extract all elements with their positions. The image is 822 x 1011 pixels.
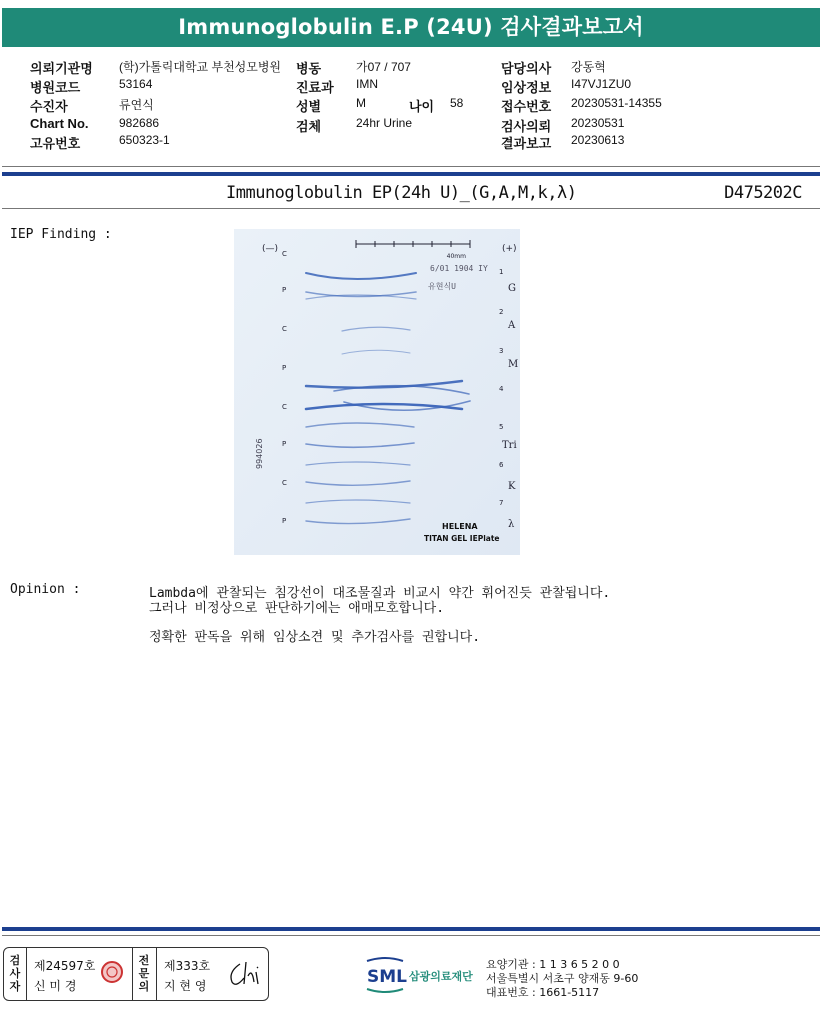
label-chart-no: Chart No. (30, 116, 89, 131)
gel-lane-name: A (508, 320, 516, 331)
gel-left-label: P (282, 286, 287, 294)
label-department: 진료과 (296, 80, 334, 95)
value-ward: 가07 / 707 (356, 60, 411, 74)
gel-plus-label: (+) (502, 244, 517, 254)
label-specimen: 검체 (296, 119, 322, 134)
gel-handwriting: 유현식U (428, 282, 457, 291)
opinion-line-3: 정확한 판독을 위해 임상소견 및 추가검사를 권합니다. (149, 630, 481, 645)
gel-left-label: C (282, 403, 287, 411)
gel-minus-label: (—) (262, 244, 279, 254)
gel-lane-number: 1 (499, 268, 504, 276)
divider (2, 208, 820, 209)
gel-left-label: C (282, 325, 287, 333)
label-hospital-code: 병원코드 (30, 80, 81, 95)
value-patient: 류연식 (119, 98, 154, 112)
value-clinical-info: I47VJ1ZU0 (571, 77, 632, 91)
footer-divider (2, 935, 820, 936)
signature-box (3, 947, 269, 1001)
gel-brand-sub: TITAN GEL IEPlate (424, 534, 500, 543)
gel-lane-number: 3 (499, 347, 504, 355)
label-doctor: 담당의사 (501, 61, 552, 76)
label-request-date: 검사의뢰 (501, 119, 552, 134)
label-sex: 성별 (296, 99, 322, 114)
examiner-license-no: 제24597호 (34, 959, 96, 973)
institution-phone: 대표번호 : 1661-5117 (486, 986, 600, 999)
divider (2, 166, 820, 167)
gel-side-number: 994026 (255, 438, 264, 469)
gel-left-label: C (282, 479, 287, 487)
examiner-label: 검 사 자 (9, 954, 21, 993)
gel-lane-name: G (508, 283, 516, 294)
label-report-date: 결과보고 (501, 136, 552, 151)
label-patient: 수진자 (30, 99, 68, 114)
gel-left-label: C (282, 250, 287, 258)
gel-lane-name: Tri (502, 440, 517, 451)
value-hospital-code: 53164 (119, 77, 153, 91)
gel-lane-number: 2 (499, 308, 504, 316)
value-requester: (학)가톨릭대학교 부천성모병원 (119, 60, 282, 74)
label-age: 나이 (409, 99, 435, 114)
iep-gel-svg (234, 229, 520, 555)
test-title: Immunoglobulin EP(24h U)_(G,A,M,k,λ) (226, 183, 577, 203)
label-receipt-no: 접수번호 (501, 99, 552, 114)
opinion-line-1: Lambda에 관찰되는 침강선이 대조물질과 비교시 약간 휘어진듯 관찰됩니다. (149, 586, 611, 601)
footer-divider-thick (2, 927, 820, 931)
value-request-date: 20230531 (571, 116, 625, 130)
value-report-date: 20230613 (571, 133, 625, 147)
gel-brand: HELENA (442, 522, 478, 531)
sml-logo-name: 삼광의료재단 (409, 970, 473, 983)
examiner-seal-stamp (100, 960, 124, 984)
gel-lane-name: K (508, 481, 516, 492)
label-unique-id: 고유번호 (30, 136, 81, 151)
gel-lane-number: 5 (499, 423, 504, 431)
institution-address: 서울특별시 서초구 양재동 9-60 (486, 972, 639, 985)
gel-lane-name: M (508, 359, 519, 370)
opinion-label: Opinion : (10, 582, 81, 597)
institution-code: 요양기관 : 1 1 3 6 5 2 0 0 (486, 958, 620, 971)
specialist-label: 전 문 의 (138, 954, 150, 993)
gel-left-label: P (282, 440, 287, 448)
gel-left-label: P (282, 517, 287, 525)
value-age: 58 (450, 96, 464, 110)
report-title: Immunoglobulin E.P (24U) 검사결과보고서 (2, 8, 820, 47)
value-sex: M (356, 96, 366, 110)
gel-lane-number: 6 (499, 461, 504, 469)
label-clinical-info: 임상정보 (501, 80, 552, 95)
patient-info (0, 55, 822, 155)
gel-date-text: 6/01 1904 IY (430, 264, 488, 273)
value-chart-no: 982686 (119, 116, 160, 130)
gel-lane-number: 7 (499, 499, 504, 507)
specialist-license-no: 제333호 (164, 959, 211, 973)
gel-scale-label: 40mm (446, 253, 466, 260)
iep-finding-label: IEP Finding : (10, 227, 112, 242)
value-unique-id: 650323-1 (119, 133, 170, 147)
sml-logo (365, 955, 485, 999)
value-receipt-no: 20230531-14355 (571, 96, 662, 110)
gel-lane-number: 4 (499, 385, 504, 393)
label-ward: 병동 (296, 61, 322, 76)
specialist-name: 지 현 영 (164, 979, 207, 993)
value-specimen: 24hr Urine (356, 116, 413, 130)
examiner-name: 신 미 경 (34, 979, 77, 993)
sml-logo-text: SML (367, 967, 407, 987)
label-requester: 의뢰기관명 (30, 61, 93, 76)
divider-thick (2, 172, 820, 176)
specialist-signature (226, 958, 264, 990)
value-department: IMN (356, 77, 378, 91)
opinion-line-2: 그러나 비정상으로 판단하기에는 애매모호합니다. (149, 601, 445, 616)
iep-gel-image (234, 229, 520, 555)
value-doctor: 강동혁 (571, 60, 606, 74)
gel-lane-name: λ (508, 519, 515, 530)
test-code: D475202C (724, 183, 802, 203)
gel-left-label: P (282, 364, 287, 372)
